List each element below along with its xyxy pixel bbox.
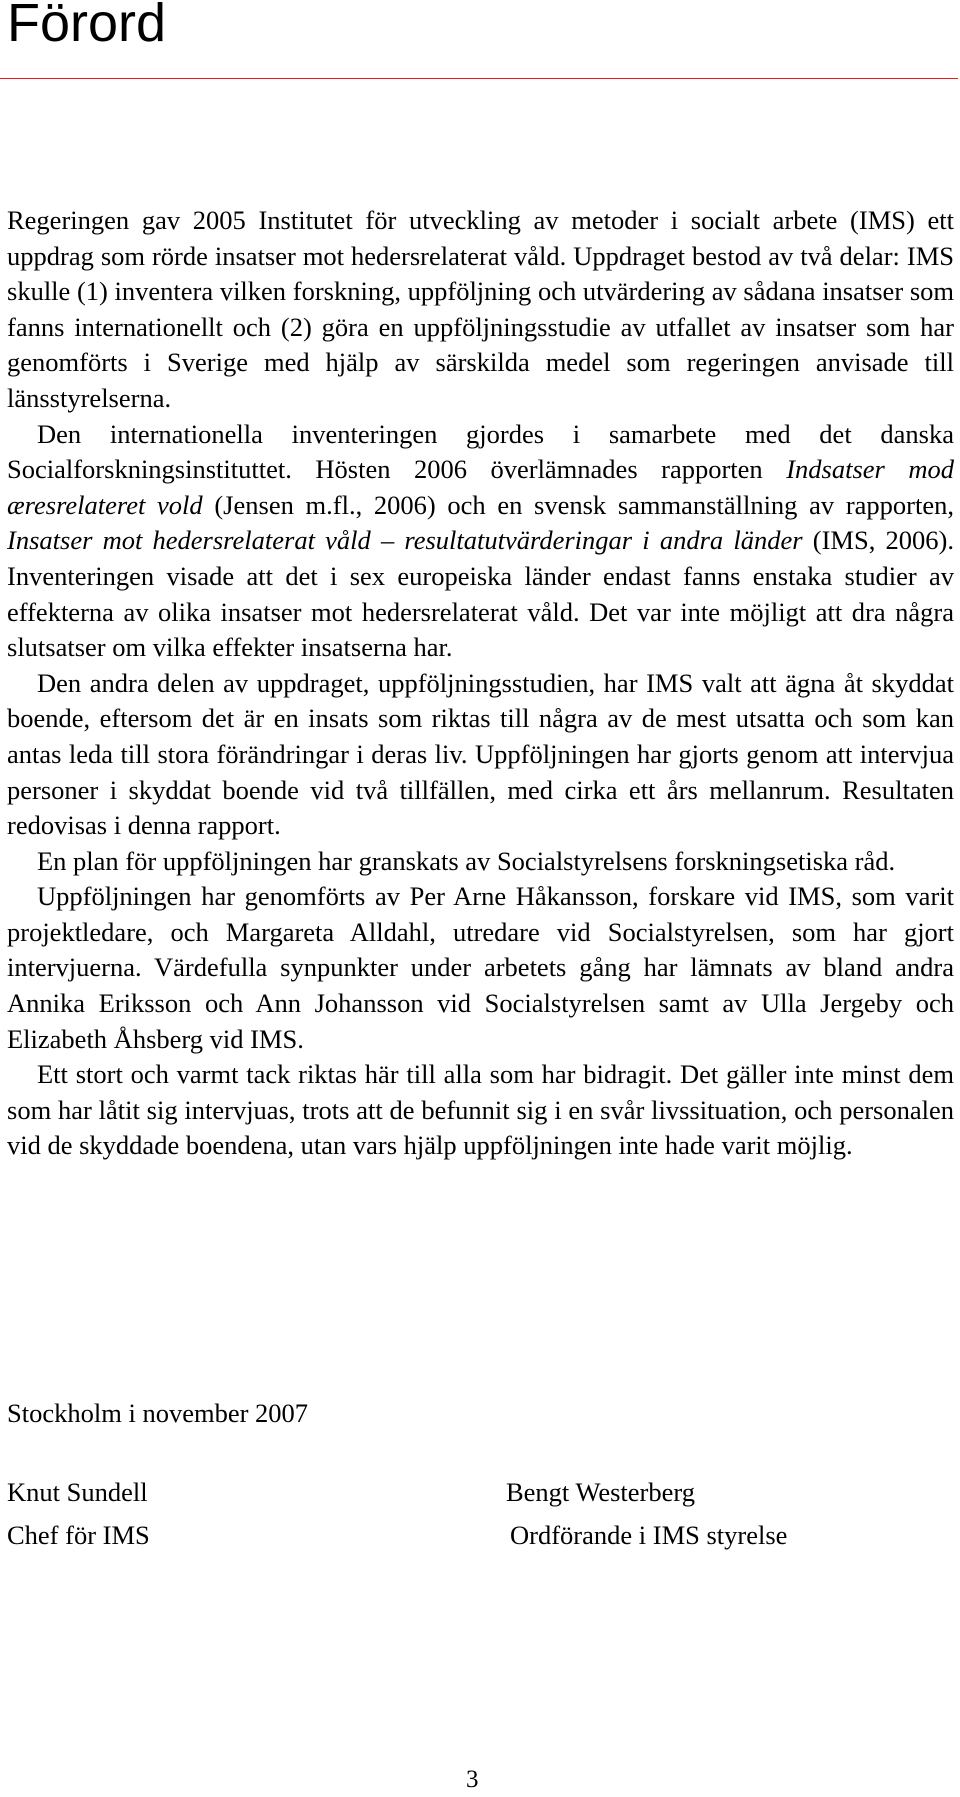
text-run: Uppföljningen har genomförts av Per Arne Håkansson, forskare vid IMS, som varit projektledare, och Margareta Alldahl, utredare vid Socialstyrelsen, som har gjort intervjuerna. Värdefulla synpunkter under arbetets gång har lämnats av bland andra Annika Eriksson och Ann Johansson vid Socialstyrelsen samt av Ulla Jergeby och Elizabeth Åhsberg vid IMS. xyxy=(7,881,954,1054)
italic-title: Insatser mot hedersrelaterat våld – resultatutvärderingar i andra länder xyxy=(7,525,803,556)
text-run: Ett stort och varmt tack riktas här till alla som har bidragit. Det gäller inte minst dem som har låtit sig intervjuas, trots att de befunnit sig i en svår livssituation, och personalen vid de skyddade boendena, utan vars hjälp uppföljningen inte hade varit möjlig. xyxy=(7,1059,954,1161)
place-date: Stockholm i november 2007 xyxy=(7,1398,309,1428)
italic-title: Indsatser mod æresrelateret vold xyxy=(7,454,954,520)
text-run: Den andra delen av uppdraget, uppföljningsstudien, har IMS valt att ägna åt skyddat boende, eftersom det är en insats som riktas till några av de mest utsatta och som kan antas leda till stora förändringar i deras liv. Uppföljningen har gjorts genom att intervjua personer i skyddat boende vid två tillfällen, med cirka ett års mellanrum. Resultaten redovisas i denna rapport. xyxy=(7,667,954,841)
paragraph xyxy=(7,844,954,880)
paragraph xyxy=(7,1057,954,1164)
heading-rule xyxy=(0,78,958,79)
page-number: 3 xyxy=(466,1766,479,1793)
text-run: (Jensen m.fl., 2006) och en svensk sammanställning av rapporten, xyxy=(202,489,954,520)
paragraph xyxy=(7,879,954,1057)
paragraph xyxy=(7,203,954,417)
page-title: Förord xyxy=(7,0,167,53)
paragraph xyxy=(7,417,954,666)
text-run: En plan för uppföljningen har granskats av Socialstyrelsens forskningsetiska råd. xyxy=(37,845,896,876)
text-run: Regeringen gav 2005 Institutet för utveckling av metoder i socialt arbete (IMS) ett uppdrag som rörde insatser mot hedersrelaterat våld. Uppdraget bestod av två delar: IMS skulle (1) inventera vilken forskning, uppföljning och utvärdering av sådana insatser som fanns internationellt och (2) göra en uppföljningsstudie av utfallet av insatser som har genomförts i Sverige med hjälp av särskilda medel som regeringen anvisade till länsstyrelserna. xyxy=(7,205,954,413)
body-text xyxy=(7,203,954,1164)
text-run: (IMS, 2006). Inventeringen visade att det i sex europeiska länder endast fanns enstaka studier av effekterna av olika insatser mot hedersrelaterat våld. Det var inte möjligt att dra några slutsatser om vilka effekter insatserna har. xyxy=(7,525,954,663)
signatory-name: Bengt Westerberg xyxy=(506,1477,695,1507)
signatory-role: Chef för IMS xyxy=(7,1520,150,1550)
signatory-role: Ordförande i IMS styrelse xyxy=(510,1520,788,1550)
signatory-name: Knut Sundell xyxy=(7,1477,148,1507)
text-run: Den internationella inventeringen gjordes i samarbete med det danska Socialforskningsinstituttet. Hösten 2006 överlämnades rapporten xyxy=(7,418,954,485)
paragraph xyxy=(7,666,954,844)
